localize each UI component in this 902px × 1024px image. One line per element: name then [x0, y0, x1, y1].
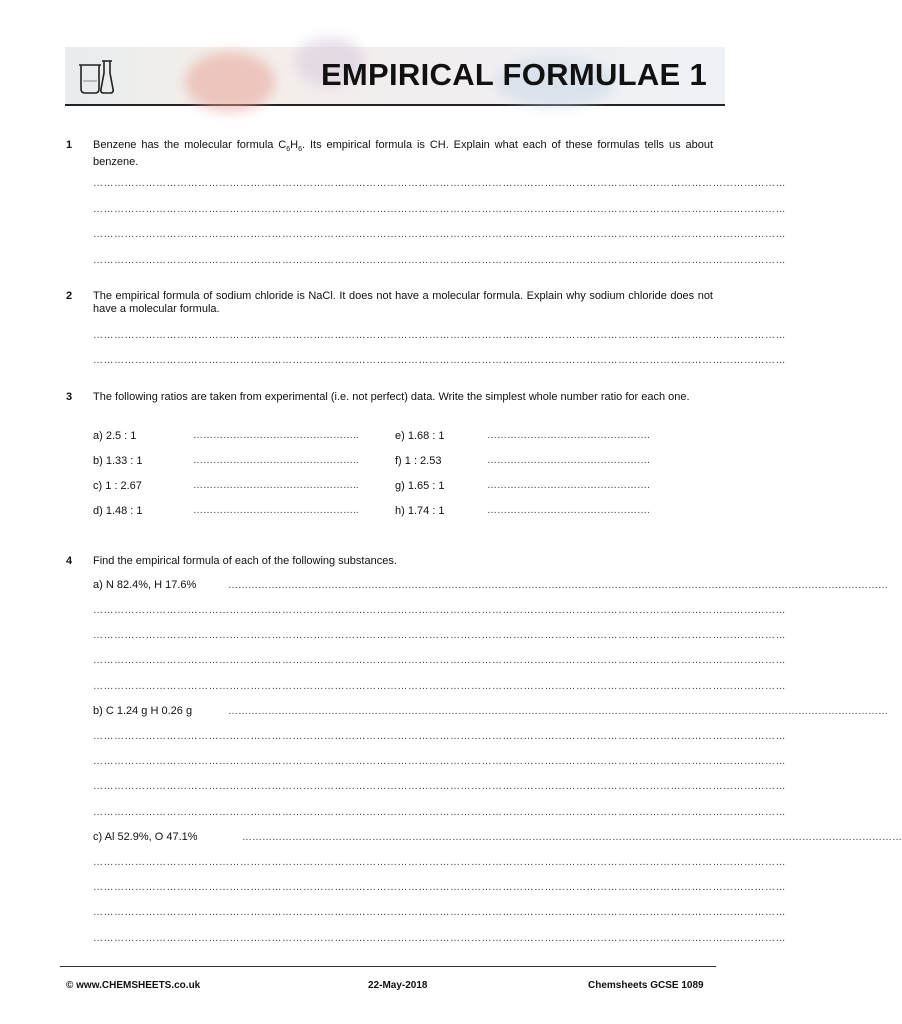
part-c-label: c) Al 52.9%, O 47.1% [93, 831, 198, 843]
footer-date: 22-May-2018 [368, 980, 428, 991]
ratio-label: g) 1.65 : 1 [395, 480, 445, 492]
subscript: 6 [286, 146, 291, 154]
answer-line[interactable]: ……………………………………………………………………………………………………………………………………………………………………………… [93, 655, 786, 666]
question-3 [66, 391, 716, 431]
question-text: The empirical formula of sodium chloride is NaCl. It does not have a molecular formula. Explain why sodium chloride does not have a molecular formula. [93, 290, 713, 315]
answer-line[interactable]: ……………………………………………………………………………………………………………………………………………………………………………… [93, 229, 786, 240]
ratio-answer[interactable]: ………………………………………….. [193, 480, 359, 491]
banner-decoration [185, 52, 275, 112]
answer-line[interactable]: ……………………………………………………………………………………………………………………………………………………………………………… [93, 178, 786, 189]
question-text-part: . Its empirical formula is CH. Explain what each of these formulas tells us about benzene. [93, 139, 713, 169]
question-2 [66, 290, 716, 330]
ratio-answer[interactable]: ………………………………………….. [193, 505, 359, 516]
ratio-answer[interactable]: …………………………………………. [487, 480, 650, 491]
ratio-answer[interactable]: …………………………………………. [487, 430, 650, 441]
question-number: 4 [66, 555, 73, 567]
header-banner [65, 47, 725, 106]
answer-line[interactable]: ……………………………………………………………………………………………………………………………………………………………………………… [93, 857, 786, 868]
ratio-answer[interactable]: ………………………………………….. [193, 455, 359, 466]
ratio-label: h) 1.74 : 1 [395, 505, 445, 517]
ratio-answer[interactable]: ………………………………………….. [193, 430, 359, 441]
answer-line[interactable]: ……………………………………………………………………………………………………………………………………………………………………………… [242, 832, 902, 843]
question-text: Find the empirical formula of each of the following substances. [93, 555, 397, 567]
page-title: EMPIRICAL FORMULAE 1 [320, 57, 707, 92]
answer-line[interactable]: ……………………………………………………………………………………………………………………………………………………………………………… [93, 807, 786, 818]
question-number: 1 [66, 139, 73, 151]
ratio-label: c) 1 : 2.67 [93, 480, 142, 492]
answer-line[interactable]: ……………………………………………………………………………………………………………………………………………………………………………… [93, 605, 786, 616]
ratio-label: f) 1 : 2.53 [395, 455, 442, 467]
question-text [93, 139, 713, 169]
answer-line[interactable]: ……………………………………………………………………………………………………………………………………………………………………………… [93, 731, 786, 742]
answer-line[interactable]: ……………………………………………………………………………………………………………………………………………………………………………… [228, 580, 888, 591]
answer-line[interactable]: ……………………………………………………………………………………………………………………………………………………………………………… [93, 907, 786, 918]
ratio-label: d) 1.48 : 1 [93, 505, 143, 517]
footer-sheet-id: Chemsheets GCSE 1089 [588, 980, 704, 991]
answer-line[interactable]: ……………………………………………………………………………………………………………………………………………………………………………… [93, 756, 786, 767]
part-b-label: b) C 1.24 g H 0.26 g [93, 705, 193, 717]
ratio-answer[interactable]: …………………………………………. [487, 505, 650, 516]
answer-line[interactable]: ……………………………………………………………………………………………………………………………………………………………………………… [93, 255, 786, 266]
answer-line[interactable]: ……………………………………………………………………………………………………………………………………………………………………………… [93, 933, 786, 944]
answer-line[interactable]: ……………………………………………………………………………………………………………………………………………………………………………… [93, 781, 786, 792]
glassware-icon [75, 55, 117, 97]
ratio-label: a) 2.5 : 1 [93, 430, 137, 442]
answer-line[interactable]: ……………………………………………………………………………………………………………………………………………………………………………… [93, 355, 786, 366]
ratio-answer[interactable]: …………………………………………. [487, 455, 650, 466]
answer-line[interactable]: ……………………………………………………………………………………………………………………………………………………………………………… [93, 681, 786, 692]
question-number: 2 [66, 290, 73, 302]
footer-copyright: © www.CHEMSHEETS.co.uk [66, 980, 201, 991]
answer-line[interactable]: ……………………………………………………………………………………………………………………………………………………………………………… [93, 330, 786, 341]
answer-line[interactable]: ……………………………………………………………………………………………………………………………………………………………………………… [93, 882, 786, 893]
question-text-part: H [290, 139, 299, 151]
answer-line[interactable]: ……………………………………………………………………………………………………………………………………………………………………………… [93, 630, 786, 641]
question-number: 3 [66, 391, 73, 403]
question-text: The following ratios are taken from experimental (i.e. not perfect) data. Write the simplest whole number ratio for each one. [93, 391, 690, 403]
answer-line[interactable]: ……………………………………………………………………………………………………………………………………………………………………………… [228, 706, 888, 717]
question-4 [66, 555, 716, 575]
subscript: 6 [298, 146, 303, 154]
ratio-label: b) 1.33 : 1 [93, 455, 143, 467]
answer-line[interactable]: ……………………………………………………………………………………………………………………………………………………………………………… [93, 204, 786, 215]
question-text-part: Benzene has the molecular formula C [93, 139, 287, 151]
part-a-label: a) N 82.4%, H 17.6% [93, 579, 197, 591]
footer-divider [60, 966, 716, 967]
ratio-label: e) 1.68 : 1 [395, 430, 445, 442]
